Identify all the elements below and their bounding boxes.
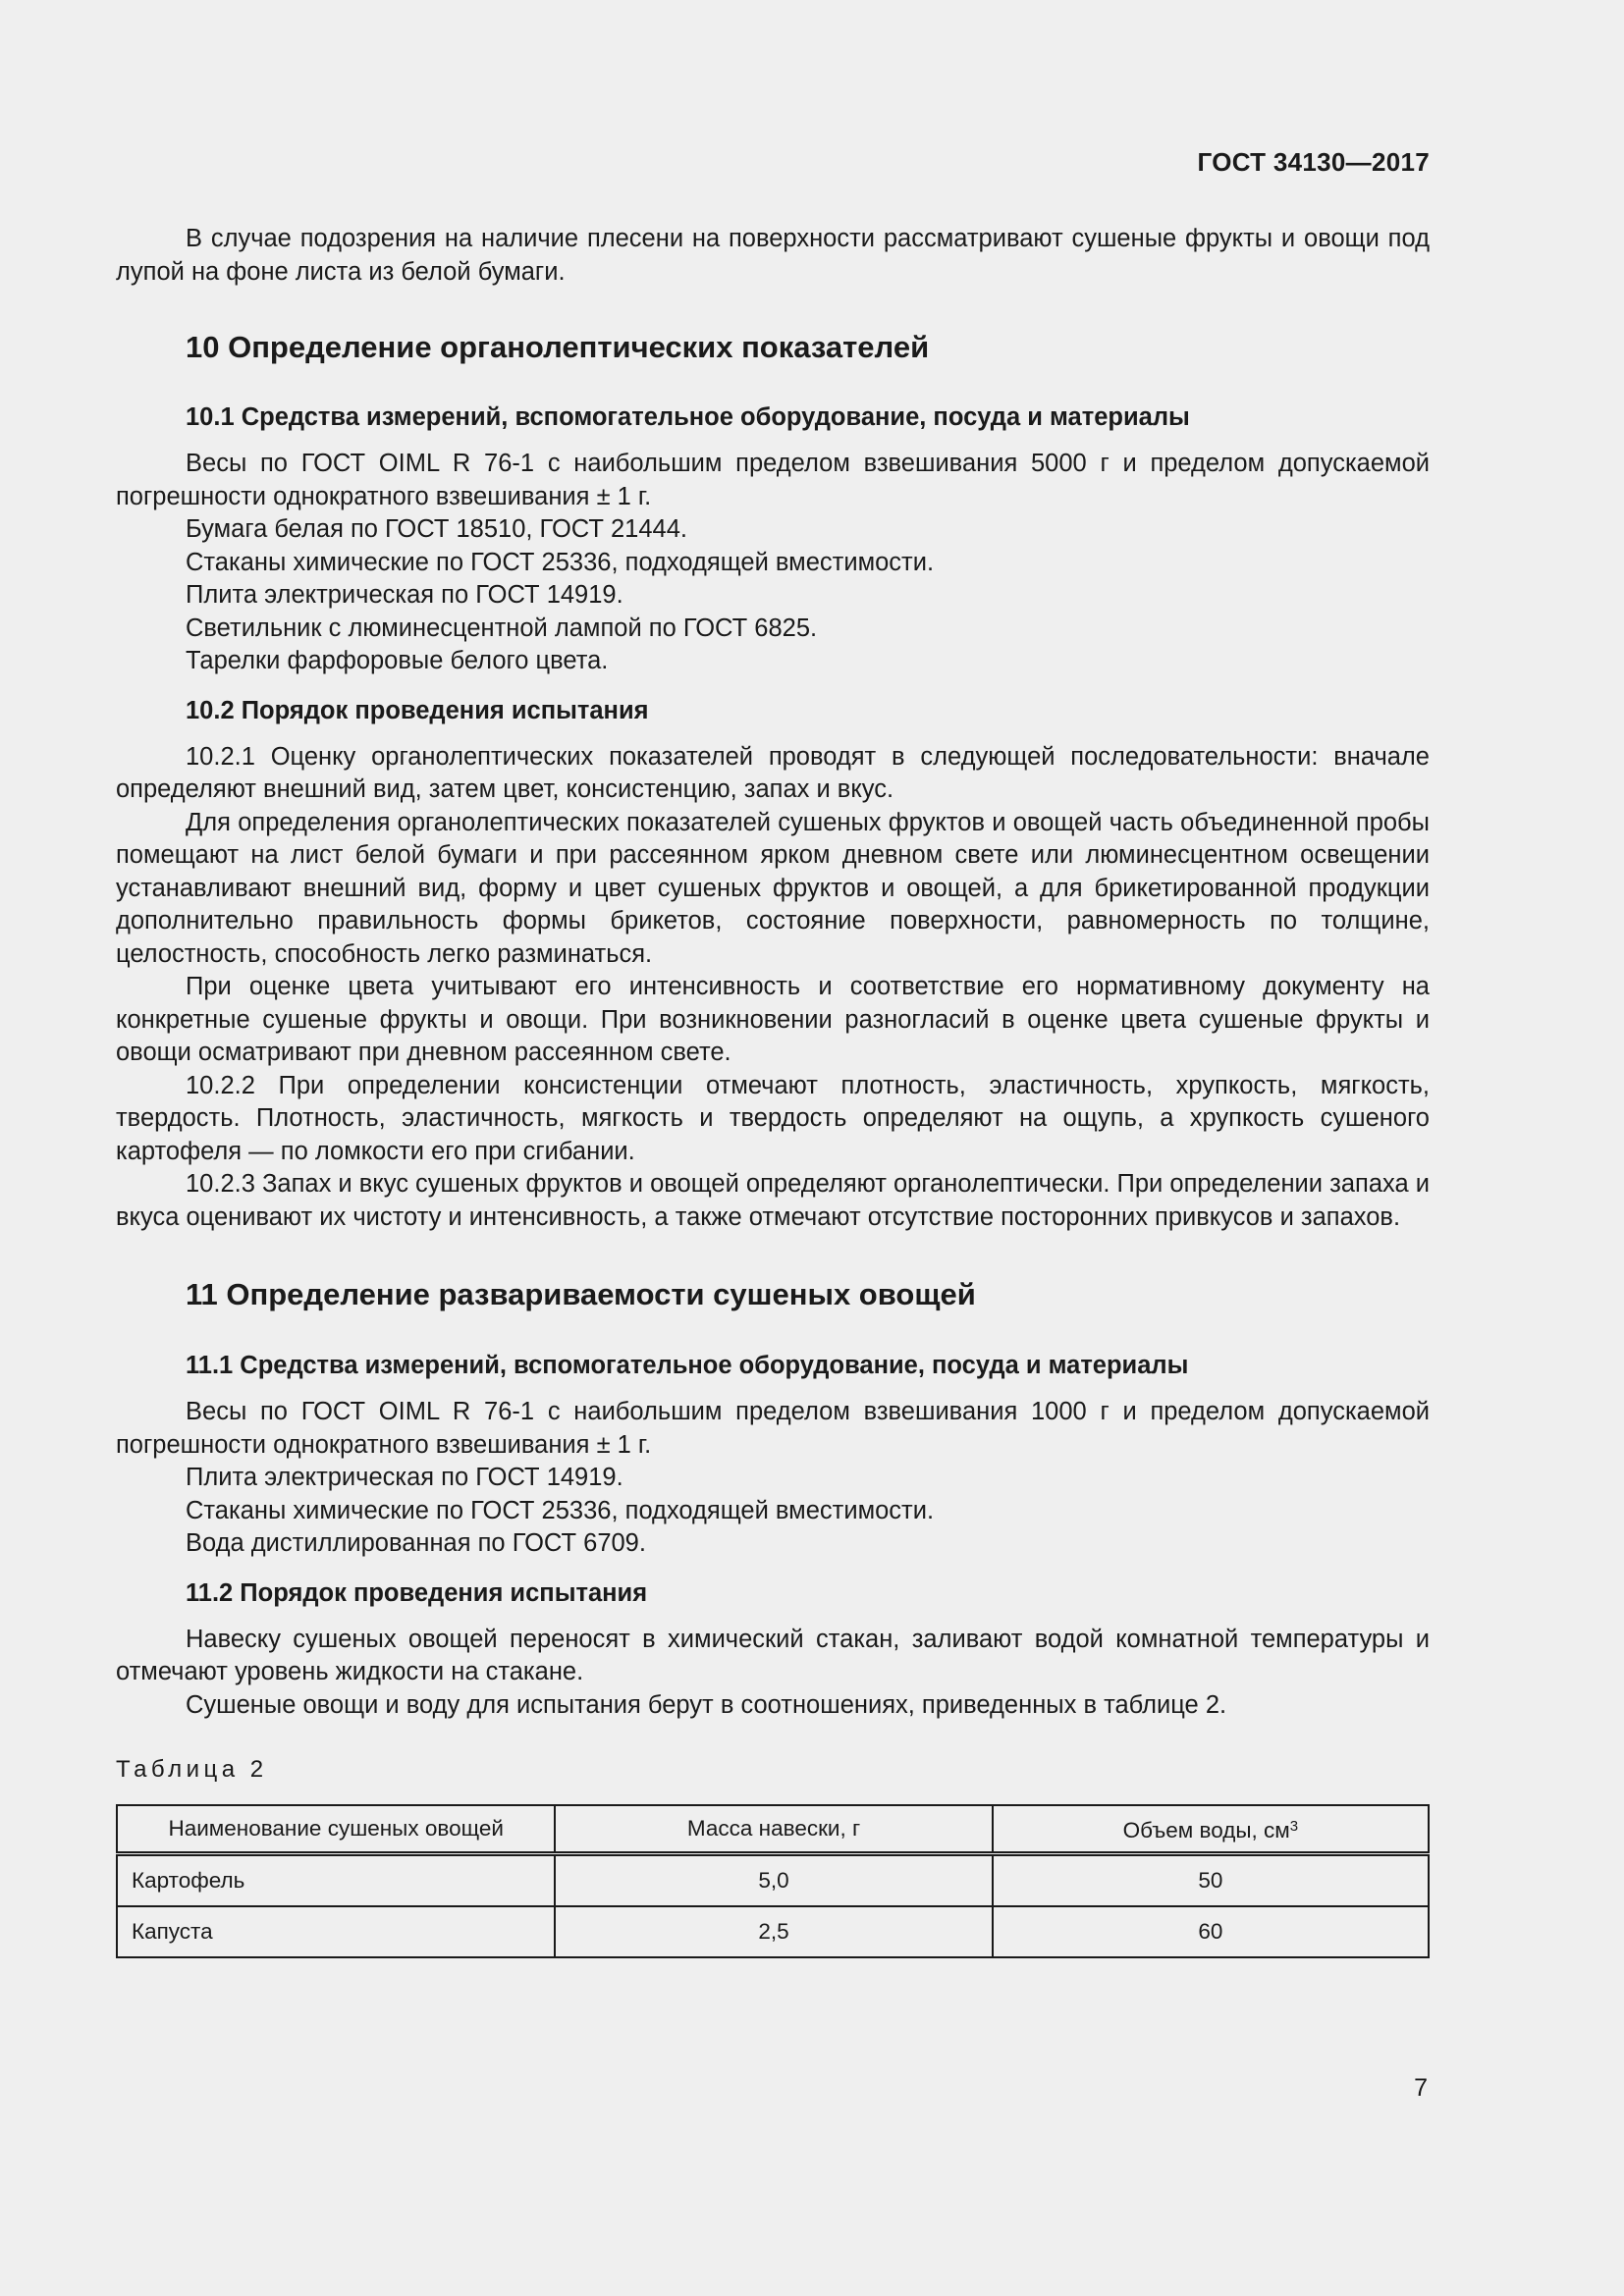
header-water-volume xyxy=(993,1805,1429,1854)
equipment-item: Тарелки фарфоровые белого цвета. xyxy=(186,647,609,674)
equipment-item: Стаканы химические по ГОСТ 25336, подходящей вместимости. xyxy=(186,548,935,576)
equipment-item: Плита электрическая по ГОСТ 14919. xyxy=(186,581,623,609)
scales-paragraph: Весы по ГОСТ OIML R 76-1 с наибольшим пределом взвешивания 5000 г и пределом допускаемой погрешности однократного взвешивания ± 1 г. xyxy=(116,450,1430,510)
cell-vegetable-name: Капуста xyxy=(117,1906,555,1957)
paragraph-10-2-1: 10.2.1 Оценку органолептических показателей проводят в следующей последовательности: вначале определяют внешний вид, затем цвет, консистенцию, запах и вкус. xyxy=(116,742,1430,803)
table-row xyxy=(117,1853,1429,1906)
header-vegetable-name: Наименование сушеных овощей xyxy=(117,1805,555,1854)
cell-vegetable-name: Картофель xyxy=(117,1853,555,1906)
header-water-volume-label: Объем воды, см xyxy=(1122,1817,1290,1842)
paragraph-10-2-3: 10.2.3 Запах и вкус сушеных фруктов и овощей определяют органолептически. При определении запаха и вкуса оценивают их чистоту и интенсивность, а также отмечают отсутствие посторонних привкусов и запахов. xyxy=(116,1170,1430,1231)
cell-sample-mass: 2,5 xyxy=(555,1906,992,1957)
equipment-item: Вода дистиллированная по ГОСТ 6709. xyxy=(186,1529,646,1557)
section-11-2-title: 11.2 Порядок проведения испытания xyxy=(186,1578,648,1607)
paragraph-ratio: Сушеные овощи и воду для испытания берут в соотношениях, приведенных в таблице 2. xyxy=(186,1690,1227,1719)
paragraph-color: При оценке цвета учитывают его интенсивность и соответствие его нормативному документу на конкретные сушеные фрукты и овощи. При возникновении разногласий в оценке цвета сушеные фрукты и овощи осматривают при дневном рассеянном свете. xyxy=(116,973,1430,1066)
section-11-title: 11 Определение развариваемости сушеных овощей xyxy=(186,1277,976,1311)
table-caption: Таблица 2 xyxy=(116,1756,268,1783)
equipment-item: Светильник с люминесцентной лампой по ГОСТ 6825. xyxy=(186,614,818,642)
cell-water-volume: 50 xyxy=(993,1853,1429,1906)
equipment-item: Стаканы химические по ГОСТ 25336, подходящей вместимости. xyxy=(186,1496,935,1524)
intro-paragraph: В случае подозрения на наличие плесени на поверхности рассматривают сушеные фрукты и овощи под лупой на фоне листа из белой бумаги. xyxy=(116,225,1430,286)
table-2 xyxy=(116,1804,1430,1958)
cell-water-volume: 60 xyxy=(993,1906,1429,1957)
section-10-1-title: 10.1 Средства измерений, вспомогательное оборудование, посуда и материалы xyxy=(186,403,1190,431)
section-10-title: 10 Определение органолептических показателей xyxy=(186,330,930,364)
section-10-2-title: 10.2 Порядок проведения испытания xyxy=(186,696,649,724)
page-number: 7 xyxy=(1414,2074,1428,2102)
page-content xyxy=(116,223,1430,1958)
paragraph-10-2-2: 10.2.2 При определении консистенции отмечают плотность, эластичность, хрупкость, мягкость, твердость. Плотность, эластичность, мягкость и твердость определяют на ощупь, а хрупкость сушеного картофеля — по ломкости его при сгибании. xyxy=(116,1071,1430,1165)
section-11-1-title: 11.1 Средства измерений, вспомогательное оборудование, посуда и материалы xyxy=(186,1352,1189,1379)
equipment-item: Плита электрическая по ГОСТ 14919. xyxy=(186,1464,623,1491)
equipment-item: Бумага белая по ГОСТ 18510, ГОСТ 21444. xyxy=(186,515,687,543)
paragraph-appearance: Для определения органолептических показателей сушеных фруктов и овощей часть объединенной пробы помещают на лист белой бумаги и при рассеянном ярком дневном свете или люминесцентном освещении устанавливают внешний вид, форму и цвет сушеных фруктов и овощей, а для брикетированной продукции дополнительно правильность формы брикетов, состояние поверхности, равномерность по толщине, целостность, способность легко разминаться. xyxy=(116,808,1430,968)
scales-paragraph: Весы по ГОСТ OIML R 76-1 с наибольшим пределом взвешивания 1000 г и пределом допускаемой погрешности однократного взвешивания ± 1 г. xyxy=(116,1398,1430,1459)
cell-sample-mass: 5,0 xyxy=(555,1853,992,1906)
table-header-row xyxy=(117,1805,1429,1854)
table-row xyxy=(117,1906,1429,1957)
header-sample-mass: Масса навески, г xyxy=(555,1805,992,1854)
document-id: ГОСТ 34130—2017 xyxy=(1197,147,1430,177)
paragraph-sample: Навеску сушеных овощей переносят в химический стакан, заливают водой комнатной температуры и отмечают уровень жидкости на стакане. xyxy=(116,1625,1430,1685)
unit-superscript: 3 xyxy=(1289,1817,1299,1835)
